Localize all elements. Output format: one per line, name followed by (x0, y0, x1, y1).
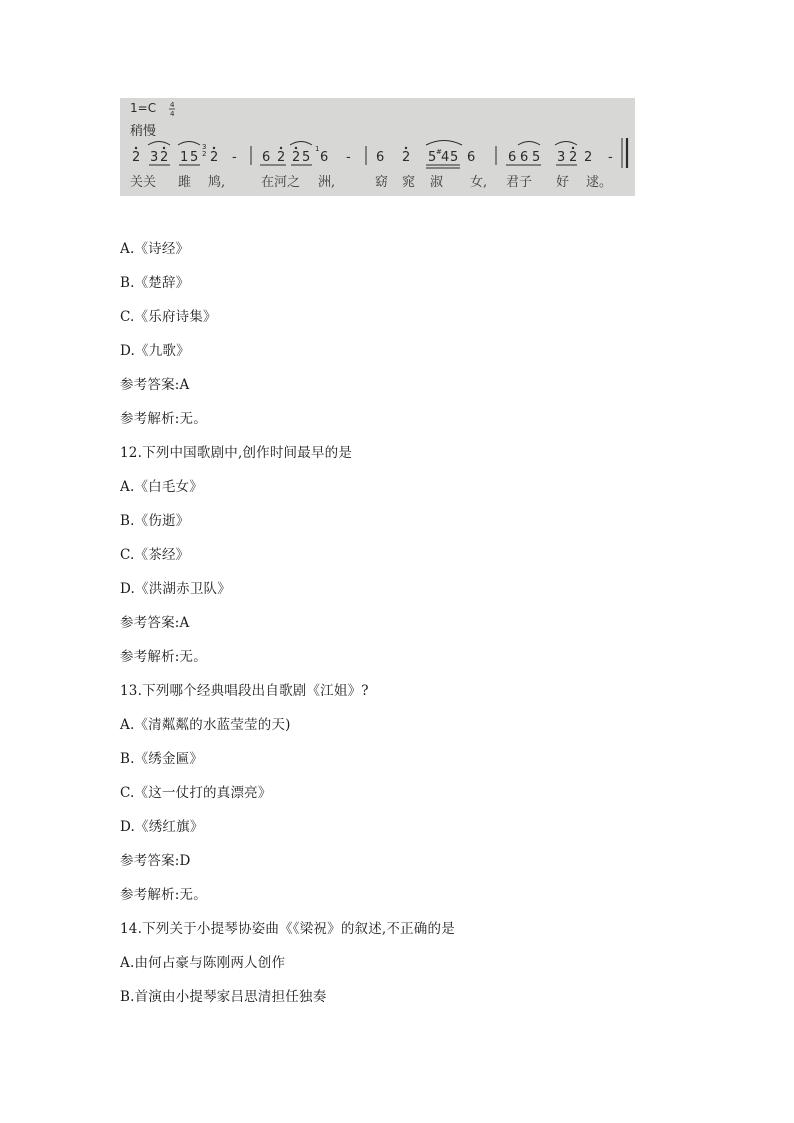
note: - (608, 150, 613, 165)
option-line: A.由何占豪与陈刚两人创作 (120, 955, 286, 971)
note: 5 (450, 150, 459, 165)
note: 5 (302, 150, 311, 165)
option-line: C.《这一仗打的真漂亮》 (120, 785, 272, 801)
option-line: A.《清粼粼的水蓝莹莹的天) (120, 717, 291, 733)
lyric: 窈 (375, 175, 389, 190)
lyric: 洲, (318, 175, 336, 190)
option-line: B.《伤逝》 (120, 513, 190, 529)
note: - (346, 150, 351, 165)
lyric: 窕 (402, 175, 416, 190)
question-line: 12.下列中国歌剧中,创作时间最早的是 (120, 445, 353, 461)
score-key: 1=C (130, 101, 157, 115)
lyric: 淑 (430, 175, 444, 190)
lyric: 君子 (506, 175, 533, 190)
note: 3 (557, 150, 566, 165)
score-tempo: 稍慢 (130, 124, 157, 139)
note: 6 (508, 150, 517, 165)
answer-line: 参考答案:A (120, 377, 190, 393)
score-notes (132, 143, 613, 165)
note: 5 (190, 150, 199, 165)
note: 3 (202, 143, 207, 151)
note: 5 (428, 150, 437, 165)
note: 2 (402, 150, 411, 165)
lyric: 鸠, (208, 175, 226, 190)
slurs (148, 141, 577, 146)
explanation-line: 参考解析:无。 (120, 887, 207, 903)
score-meter-top: 4 (170, 101, 175, 109)
note: 2 (160, 150, 169, 165)
explanation-line: 参考解析:无。 (120, 411, 207, 427)
option-line: B.首演由小提琴家吕思清担任独奏 (120, 989, 327, 1005)
note: 5 (532, 150, 541, 165)
note: 6 (467, 150, 476, 165)
note: 2 (569, 150, 578, 165)
lyric: 雎 (178, 175, 192, 190)
option-line: D.《绣红旗》 (120, 819, 204, 835)
option-line: D.《洪湖赤卫队》 (120, 581, 231, 597)
music-score-image (120, 98, 635, 196)
lyric: 女, (470, 175, 488, 190)
note: 6 (320, 150, 329, 165)
rhythm-underlines (149, 165, 577, 168)
score-meter-bottom: 4 (170, 110, 175, 118)
note: - (232, 150, 237, 165)
note: 2 (132, 150, 141, 165)
question-line: 13.下列哪个经典唱段出自歌剧《江姐》? (120, 683, 369, 699)
answer-line: 参考答案:A (120, 615, 190, 631)
lyric: 在河之 (261, 175, 301, 190)
note: 2 (584, 150, 593, 165)
option-line: C.《乐府诗集》 (120, 309, 217, 325)
note: # (436, 148, 442, 156)
option-line: B.《楚辞》 (120, 275, 190, 291)
option-line: A.《诗经》 (120, 241, 190, 257)
note: 4 (441, 150, 450, 165)
note: 2 (277, 150, 286, 165)
question-line: 14.下列关于小提琴协姿曲《《梁祝》的叙述,不正确的是 (120, 921, 455, 937)
option-line: B.《绣金匾》 (120, 751, 204, 767)
lyric: 好 (556, 175, 570, 190)
note: 2 (210, 150, 219, 165)
note: 6 (376, 150, 385, 165)
option-line: A.《白毛女》 (120, 479, 203, 495)
note: 6 (262, 150, 271, 165)
note: 3 (150, 150, 159, 165)
lyric: 关关 (130, 175, 157, 190)
octave-dots (135, 147, 574, 149)
option-line: C.《茶经》 (120, 547, 190, 563)
note: 1 (315, 145, 320, 153)
note: 2 (292, 150, 301, 165)
note: 6 (520, 150, 529, 165)
option-line: D.《九歌》 (120, 343, 190, 359)
note: 1 (180, 150, 189, 165)
answer-line: 参考答案:D (120, 853, 191, 869)
note: 2 (202, 150, 207, 158)
explanation-line: 参考解析:无。 (120, 649, 207, 665)
score-lyrics (130, 174, 612, 190)
lyric: 逑。 (586, 175, 613, 190)
